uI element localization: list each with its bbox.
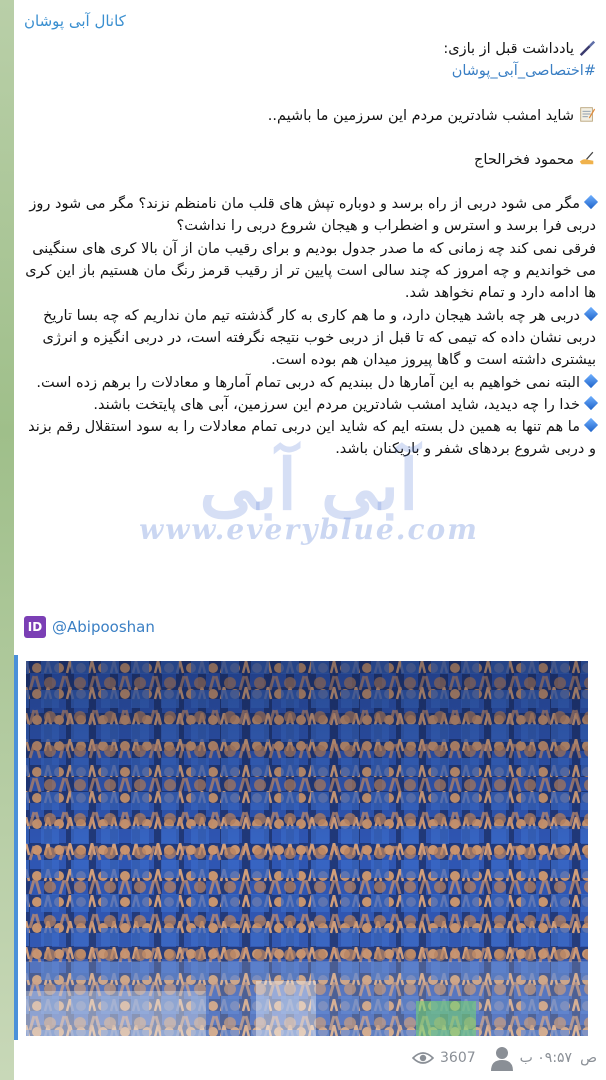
message-footer	[14, 1043, 606, 1073]
user-icon	[490, 1045, 514, 1071]
message-time: ۰۹:۵۷ ب	[519, 1050, 573, 1066]
post-text	[22, 38, 596, 461]
post-paragraph-1	[22, 193, 596, 238]
post-line1	[22, 38, 596, 60]
fountain-pen-icon	[578, 38, 596, 56]
blue-diamond-icon	[584, 396, 598, 410]
blue-diamond-icon	[584, 307, 598, 321]
chat-background	[0, 0, 14, 1080]
post-paragraph-4	[22, 372, 596, 394]
blue-diamond-icon	[584, 373, 598, 387]
post-headline-text: شاید امشب شادترین مردم این سرزمین ما باشیم..	[267, 107, 574, 124]
signature[interactable]	[24, 616, 155, 638]
views-count: 3607	[440, 1050, 476, 1066]
watermark-title: آبی آبی	[199, 443, 419, 526]
crowd-photo-drawing	[26, 661, 588, 1036]
post-paragraph-2: فرقی نمی کند چه زمانی که ما صدر جدول بودیم و برای رقیب مان از آن بالا کری های سنگینی می خواندیم و چه امروز که چند سالی است پایین تر از رقیب قرمز رنگ مان هستیم باز این کری ها ادامه دارد و تمام نخواهد شد.	[25, 240, 596, 302]
channel-name[interactable]: کانال آبی پوشان	[24, 12, 126, 30]
watermark	[74, 443, 544, 546]
photo-accent-bar	[14, 655, 18, 1040]
writing-hand-icon	[578, 149, 596, 167]
eye-icon	[412, 1051, 434, 1065]
post-line1-text: یادداشت قبل از بازی:	[443, 41, 574, 57]
signature-handle[interactable]: @Abipooshan	[52, 618, 155, 636]
post-author	[22, 149, 596, 171]
views-counter	[412, 1050, 476, 1066]
blue-diamond-icon	[584, 195, 598, 209]
post-paragraph-1-text: مگر می شود دربی از راه برسد و دوباره تپش های قلب مان نامنظم نزند؟ مگر می شود روز دربی فرا برسد و استرس و اضطراب و هیجان شروع دربی را نداشت؟	[29, 196, 596, 235]
post-author-text: محمود فخرالحاج	[474, 151, 574, 168]
watermark-url: www.everyblue.com	[139, 513, 479, 546]
memo-icon	[578, 105, 596, 123]
post-paragraph-4-text: البته نمی خواهیم به این آمارها دل ببندیم که دربی تمام آمارها و معادلات را برهم زده است.	[36, 374, 580, 391]
post-paragraph-6-text: ما هم تنها به همین دل بسته ایم که شاید این دربی تمام معادلات را به سود استقلال رقم بزند و دربی شروع بردهای شفر و بازیکنان باشد.	[28, 419, 596, 458]
blue-diamond-icon	[584, 418, 598, 432]
post-paragraph-3-text: دربی هر چه باشد هیجان دارد، و ما هم کاری به کار گذشته تیم مان نداریم که چه بسا تاریخ دربی نشان داده که تیمی که تا قبل از دربی خوب نتیجه نگرفته است، در دربی انگیزه و انرژی بیشتری داشته است و گاها پیروز میدان هم بوده است.	[42, 307, 596, 369]
hashtag-link[interactable]: #اختصاصی_آبی_پوشان	[451, 63, 596, 80]
time-suffix: ص	[580, 1050, 598, 1066]
post-paragraph-5	[22, 394, 596, 416]
post-author-indicator	[490, 1045, 514, 1071]
attached-photo-block[interactable]	[14, 655, 606, 1040]
post-paragraph-6	[22, 416, 596, 461]
id-badge-icon: ID	[24, 616, 46, 638]
post-headline	[22, 105, 596, 127]
crowd-photo[interactable]	[26, 661, 588, 1036]
message-bubble	[14, 0, 606, 1080]
post-paragraph-3	[22, 305, 596, 372]
post-paragraph-5-text: خدا را چه دیدید، شاید امشب شادترین مردم این سرزمین، آبی های پایتخت باشند.	[93, 396, 580, 413]
